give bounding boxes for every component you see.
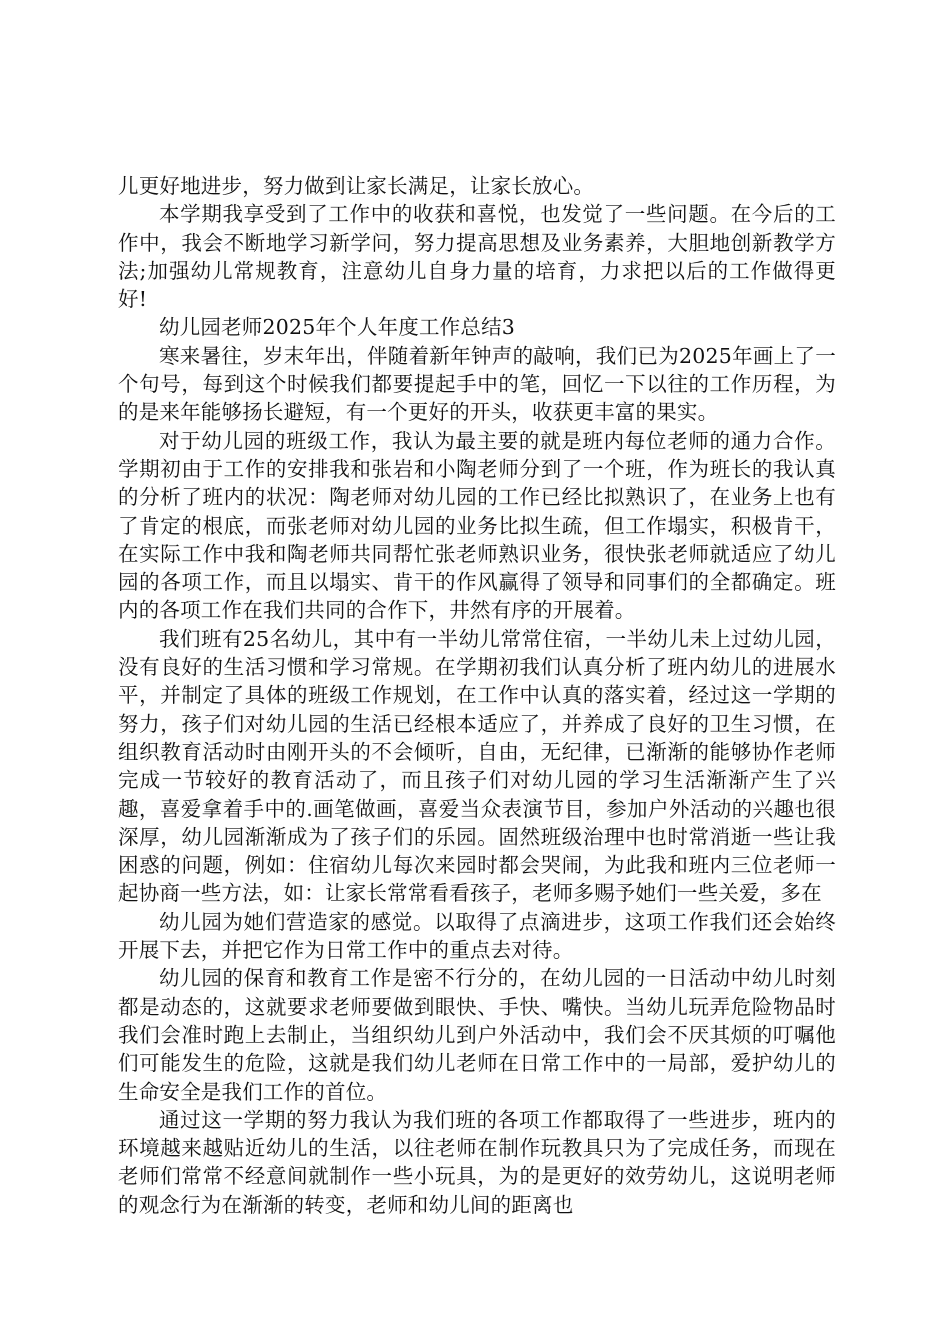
paragraph-safety: 幼儿园的保育和教育工作是密不行分的，在幼儿园的一日活动中幼儿时刻都是动态的，这就要求老师要做到眼快、手快、嘴快。当幼儿玩弄危险物品时我们会准时跑上去制止，当组织幼儿到户外活动中，我们会不厌其烦的叮嘱他们可能发生的危险，这就是我们幼儿老师在日常工作中的一局部，爱护幼儿的生命安全是我们工作的首位。 <box>118 966 836 1104</box>
paragraph-teamwork: 对于幼儿园的班级工作，我认为最主要的就是班内每位老师的通力合作。学期初由于工作的安排我和张岩和小陶老师分到了一个班，作为班长的我认真的分析了班内的状况：陶老师对幼儿园的工作已经比拟熟识了，在业务上也有了肯定的根底，而张老师对幼儿园的业务比拟生疏，但工作塌实，积极肯干，在实际工作中我和陶老师共同帮忙张老师熟识业务，很快张老师就适应了幼儿园的各项工作，而且以塌实、肯干的作风赢得了领导和同事们的全都确定。班内的各项工作在我们共同的合作下，井然有序的开展着。 <box>118 428 836 623</box>
paragraph-continuation: 儿更好地进步，努力做到让家长满足，让家长放心。 <box>118 174 595 198</box>
paragraph-home-feeling: 幼儿园为她们营造家的感觉。以取得了点滴进步，这项工作我们还会始终开展下去，并把它作为日常工作中的重点去对待。 <box>118 909 836 963</box>
document-body <box>118 172 836 1219</box>
paragraph-reflection: 本学期我享受到了工作中的收获和喜悦，也发觉了一些问题。在今后的工作中，我会不断地学习新学问，努力提高思想及业务素养，大胆地创新教学方法;加强幼儿常规教育，注意幼儿自身力量的培育，力求把以后的工作做得更好! <box>118 202 836 312</box>
paragraph-progress: 通过这一学期的努力我认为我们班的各项工作都取得了一些进步，班内的环境越来越贴近幼儿的生活，以往老师在制作玩教具只为了完成任务，而现在老师们常常不经意间就制作一些小玩具，为的是更好的效劳幼儿，这说明老师的观念行为在渐渐的转变，老师和幼儿间的距离也 <box>118 1107 836 1217</box>
paragraph-intro: 寒来暑往，岁末年出，伴随着新年钟声的敲响，我们已为2025年画上了一个句号，每到这个时候我们都要提起手中的笔，回忆一下以往的工作历程，为的是来年能够扬长避短，有一个更好的开头，收获更丰富的果实。 <box>118 343 836 425</box>
paragraph-class-overview: 我们班有25名幼儿，其中有一半幼儿常常住宿，一半幼儿未上过幼儿园，没有良好的生活习惯和学习常规。在学期初我们认真分析了班内幼儿的进展水平，并制定了具体的班级工作规划，在工作中认真的落实着，经过这一学期的努力，孩子们对幼儿园的生活已经根本适应了，并养成了良好的卫生习惯，在组织教育活动时由刚开头的不会倾听，自由，无纪律，已渐渐的能够协作老师完成一节较好的教育活动了，而且孩子们对幼儿园的学习生活渐渐产生了兴趣，喜爱拿着手中的.画笔做画，喜爱当众表演节目，参加户外活动的兴趣也很深厚，幼儿园渐渐成为了孩子们的乐园。固然班级治理中也时常消逝一些让我困惑的问题，例如：住宿幼儿每次来园时都会哭闹，为此我和班内三位老师一起协商一些方法，如：让家长常常看看孩子，老师多赐予她们一些关爱，多在 <box>118 626 836 906</box>
section-heading: 幼儿园老师2025年个人年度工作总结3 <box>159 315 516 340</box>
